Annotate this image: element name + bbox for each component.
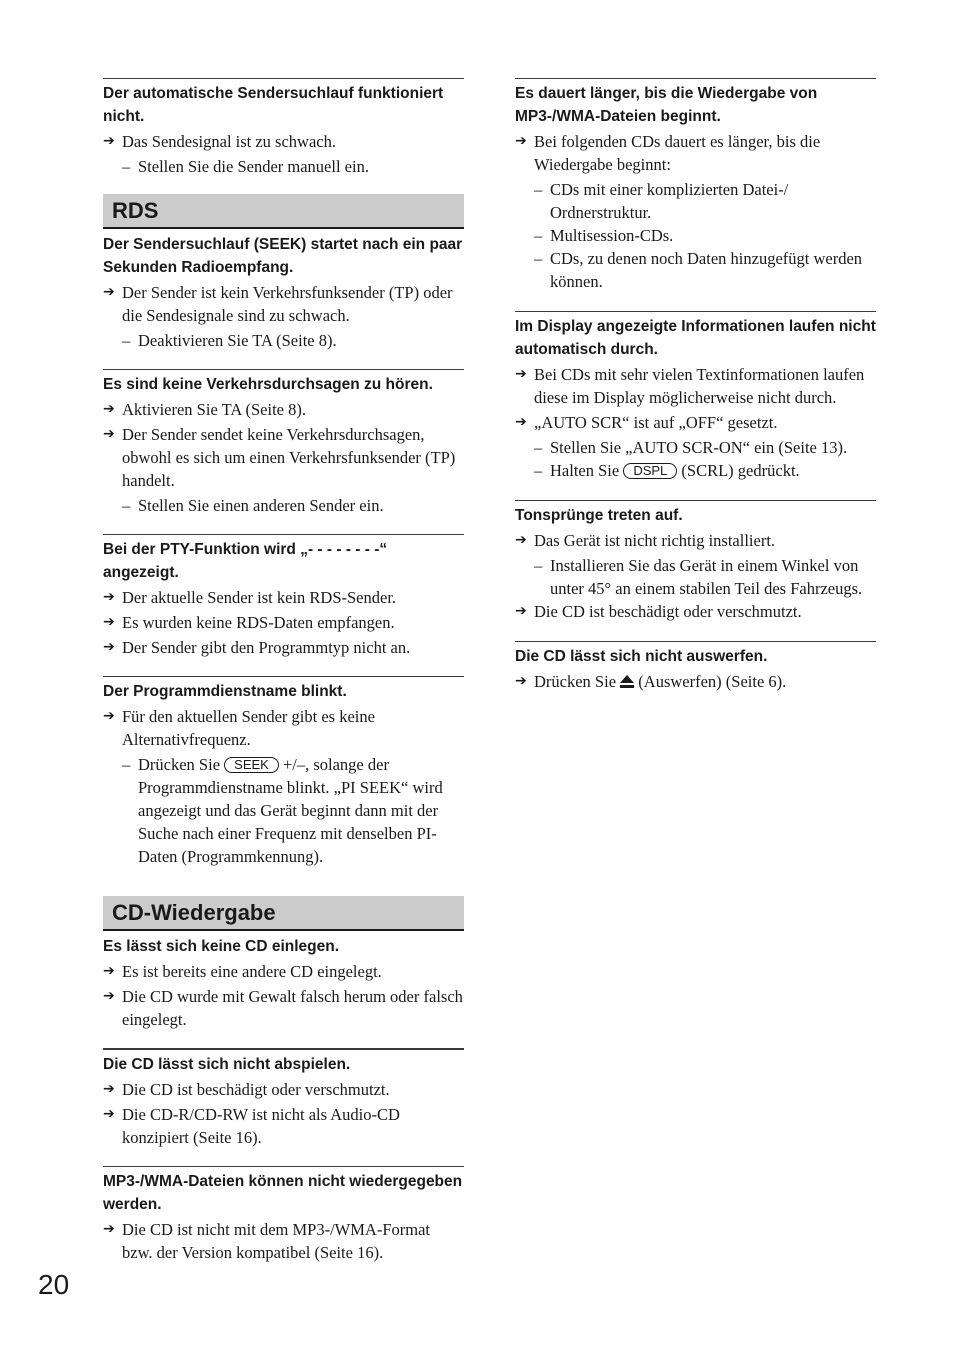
section-heading: Bei der PTY-Funktion wird „- - - - - - - -“ angezeigt. (103, 541, 388, 581)
seek-key: SEEK (224, 757, 279, 773)
list-item: ➔ Für den aktuellen Sender gibt es keine Alternativfrequenz. (103, 707, 375, 749)
section-mp3-slow-start (515, 78, 876, 293)
list-item: ➔ Die CD ist nicht mit dem MP3-/WMA-Format bzw. der Version kompatibel (Seite 16). (103, 1220, 430, 1262)
left-column (103, 78, 464, 1266)
list-item: ➔ Es wurden keine RDS-Daten empfangen. (103, 613, 395, 632)
dash-bullet: – (534, 249, 543, 268)
arrow-icon: ➔ (103, 1221, 115, 1237)
arrow-icon: ➔ (103, 963, 115, 979)
sub-item: – Deaktivieren Sie TA (Seite 8). (122, 331, 337, 350)
arrow-icon: ➔ (515, 532, 527, 548)
sub-item: – Drücken Sie SEEK +/–, solange der Programmdienstname blinkt. „PI SEEK“ wird angezeigt und das Gerät beginnt dann mit der Suche nach einer Frequenz mit denselben PI-Daten (Programmkennung). (122, 755, 443, 866)
list-item: ➔ Drücken Sie (Auswerfen) (Seite 6). (515, 672, 787, 691)
arrow-icon: ➔ (103, 1106, 115, 1122)
arrow-icon: ➔ (103, 426, 115, 442)
section-mp3-not-playable (103, 1166, 464, 1264)
sub-item: – Stellen Sie einen anderen Sender ein. (122, 496, 384, 515)
dash-bullet: – (534, 461, 543, 480)
list-item: ➔ Das Sendesignal ist zu schwach. (103, 132, 336, 151)
list-item: ➔ Die CD wurde mit Gewalt falsch herum oder falsch eingelegt. (103, 987, 463, 1029)
dash-bullet: – (534, 180, 543, 199)
dash-bullet: – (122, 157, 131, 176)
arrow-icon: ➔ (103, 401, 115, 417)
list-item: ➔ Der Sender gibt den Programmtyp nicht an. (103, 638, 411, 657)
section-heading: Die CD lässt sich nicht auswerfen. (515, 648, 768, 665)
arrow-icon: ➔ (515, 133, 527, 149)
section-heading: Der Programmdienstname blinkt. (103, 683, 347, 700)
list-item: ➔ Der Sender sendet keine Verkehrsdurchsagen, obwohl es sich um einen Verkehrsfunksender (TP) handelt. (103, 425, 456, 490)
section-no-traffic (103, 369, 464, 517)
section-seek-starts (103, 230, 464, 352)
section-heading: Der Sendersuchlauf (SEEK) startet nach ein paar Sekunden Radioempfang. (103, 236, 463, 276)
section-cannot-eject (515, 641, 876, 693)
sub-item: – Stellen Sie „AUTO SCR-ON“ ein (Seite 13). (534, 438, 848, 457)
section-pty (103, 534, 464, 659)
section-heading: Es dauert länger, bis die Wiedergabe von MP3-/WMA-Dateien beginnt. (515, 85, 818, 125)
dash-bullet: – (122, 755, 131, 774)
list-item: ➔ Die CD-R/CD-RW ist nicht als Audio-CD konzipiert (Seite 16). (103, 1105, 400, 1147)
arrow-icon: ➔ (103, 639, 115, 655)
list-item: ➔ Aktivieren Sie TA (Seite 8). (103, 400, 306, 419)
list-item: ➔ Der Sender ist kein Verkehrsfunksender (TP) oder die Sendesignale sind zu schwach. (103, 283, 453, 325)
section-heading: Im Display angezeigte Informationen laufen nicht automatisch durch. (515, 318, 876, 358)
arrow-icon: ➔ (515, 603, 527, 619)
list-item: ➔ „AUTO SCR“ ist auf „OFF“ gesetzt. (515, 413, 778, 432)
arrow-icon: ➔ (515, 414, 527, 430)
arrow-icon: ➔ (103, 988, 115, 1004)
dash-bullet: – (122, 331, 131, 350)
dash-bullet: – (534, 438, 543, 457)
chapter-heading-rds: RDS (103, 194, 464, 229)
arrow-icon: ➔ (103, 284, 115, 300)
sub-item: – Stellen Sie die Sender manuell ein. (122, 157, 369, 176)
dash-bullet: – (534, 556, 543, 575)
section-heading: Es lässt sich keine CD einlegen. (103, 938, 340, 955)
dash-bullet: – (122, 496, 131, 515)
section-heading: Der automatische Sendersuchlauf funktioniert nicht. (103, 85, 444, 125)
dspl-key: DSPL (623, 463, 677, 479)
chapter-heading-cd: CD-Wiedergabe (103, 896, 464, 931)
section-cannot-insert (103, 932, 464, 1031)
arrow-icon: ➔ (103, 614, 115, 630)
sub-item: – CDs, zu denen noch Daten hinzugefügt werden können. (534, 249, 863, 291)
arrow-icon: ➔ (515, 366, 527, 382)
eject-icon (620, 675, 634, 688)
arrow-icon: ➔ (103, 589, 115, 605)
list-item: ➔ Der aktuelle Sender ist kein RDS-Sender. (103, 588, 397, 607)
dash-bullet: – (534, 226, 543, 245)
section-cannot-play (103, 1048, 464, 1149)
arrow-icon: ➔ (103, 708, 115, 724)
section-display-scroll (515, 311, 876, 482)
list-item: ➔ Das Gerät ist nicht richtig installiert. (515, 531, 776, 550)
section-seek-not-working (103, 78, 464, 178)
section-heading: MP3-/WMA-Dateien können nicht wiedergegeben werden. (103, 1173, 463, 1213)
section-ps-blinks (103, 676, 464, 868)
section-sound-skips (515, 500, 876, 623)
arrow-icon: ➔ (103, 133, 115, 149)
section-heading: Die CD lässt sich nicht abspielen. (103, 1056, 351, 1073)
page-number: 20 (38, 1269, 70, 1300)
list-item: ➔ Die CD ist beschädigt oder verschmutzt. (515, 602, 802, 621)
section-heading: Es sind keine Verkehrsdurchsagen zu hören. (103, 376, 433, 393)
arrow-icon: ➔ (515, 673, 527, 689)
right-column (515, 78, 876, 695)
sub-item: – Multisession-CDs. (534, 226, 674, 245)
list-item: ➔ Die CD ist beschädigt oder verschmutzt. (103, 1080, 390, 1099)
sub-item: – Halten Sie DSPL (SCRL) gedrückt. (534, 461, 800, 480)
list-item: ➔ Bei folgenden CDs dauert es länger, bis die Wiedergabe beginnt: (515, 132, 821, 174)
list-item: ➔ Bei CDs mit sehr vielen Textinformationen laufen diese im Display möglicherweise nicht durch. (515, 365, 865, 407)
section-heading: Tonsprünge treten auf. (515, 507, 683, 524)
sub-item: – Installieren Sie das Gerät in einem Winkel von unter 45° an einem stabilen Teil des Fahrzeugs. (534, 556, 863, 598)
sub-item: – CDs mit einer komplizierten Datei-/ Ordnerstruktur. (534, 180, 789, 222)
list-item: ➔ Es ist bereits eine andere CD eingelegt. (103, 962, 382, 981)
arrow-icon: ➔ (103, 1081, 115, 1097)
